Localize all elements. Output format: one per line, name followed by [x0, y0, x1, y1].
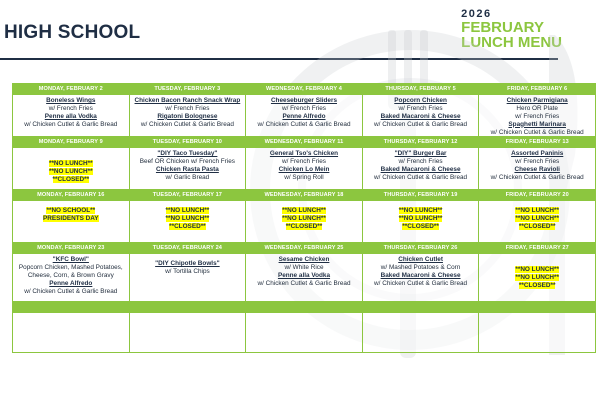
menu-items	[13, 148, 129, 189]
menu-title-line1: FEBRUARY	[461, 19, 544, 36]
closure-notice: **NO LUNCH**	[165, 207, 210, 214]
side-description: w/ Spring Roll	[284, 173, 324, 181]
day-header: TUESDAY, FEBRUARY 17	[130, 190, 246, 201]
side-description: Popcorn Chicken, Mashed Potatoes, Cheese, Corn, & Brown Gravy	[18, 263, 123, 279]
entree-name: Chicken Cutlet	[398, 256, 443, 263]
day-cell	[246, 190, 363, 243]
day-cell	[129, 243, 246, 302]
day-header: MONDAY, FEBRUARY 23	[13, 243, 129, 254]
week-row	[13, 302, 596, 353]
menu-items	[130, 148, 246, 189]
closure-notice: **CLOSED**	[52, 175, 90, 183]
school-name: HIGH SCHOOL	[4, 22, 141, 43]
side-description: w/ Mashed Potatoes & Corn	[380, 263, 461, 271]
closure-notice: **NO LUNCH**	[398, 207, 443, 214]
menu-items	[363, 148, 479, 189]
entree-name: Cheese Ravioli	[514, 165, 560, 173]
menu-items	[130, 313, 246, 352]
side-description: w/ White Rice	[284, 263, 324, 271]
menu-items	[479, 201, 595, 242]
day-header-empty	[363, 302, 479, 313]
entree-name: Chicken Bacon Ranch Snack Wrap	[134, 97, 241, 104]
side-description: w/ Chicken Cutlet & Garlic Bread	[374, 173, 468, 181]
day-cell	[129, 137, 246, 190]
side-description: w/ Chicken Cutlet & Garlic Bread	[140, 120, 234, 128]
day-cell	[246, 84, 363, 137]
entree-name: "DIY Chipotle Bowls"	[155, 260, 220, 267]
side-description: w/ French Fries	[165, 104, 210, 112]
entree-name: Popcorn Chicken	[394, 97, 447, 104]
closure-notice: **NO LUNCH**	[515, 214, 560, 222]
day-header: WEDNESDAY, FEBRUARY 4	[246, 84, 362, 95]
day-cell	[362, 302, 479, 353]
entree-name: General Tso's Chicken	[269, 150, 339, 157]
day-cell	[13, 84, 130, 137]
closure-notice: **CLOSED**	[285, 222, 323, 230]
day-header: WEDNESDAY, FEBRUARY 18	[246, 190, 362, 201]
side-description: w/ French Fries	[48, 104, 93, 112]
menu-items	[13, 313, 129, 352]
side-description: Hero OR Plate	[516, 104, 558, 112]
day-header: WEDNESDAY, FEBRUARY 11	[246, 137, 362, 148]
header-divider	[0, 58, 558, 60]
day-header: THURSDAY, FEBRUARY 12	[363, 137, 479, 148]
menu-items	[13, 254, 129, 301]
week-row	[13, 243, 596, 302]
day-cell	[362, 243, 479, 302]
side-description: w/ Chicken Cutlet & Garlic Bread	[374, 279, 468, 287]
day-header: WEDNESDAY, FEBRUARY 25	[246, 243, 362, 254]
day-cell	[362, 190, 479, 243]
side-description: w/ Chicken Cutlet & Garlic Bread	[490, 128, 584, 136]
closure-notice: **NO LUNCH**	[48, 167, 93, 175]
week-row	[13, 190, 596, 243]
closure-notice: **NO SCHOOL**	[46, 207, 96, 214]
day-cell	[13, 302, 130, 353]
day-cell	[13, 190, 130, 243]
day-cell	[362, 137, 479, 190]
side-description: w/ Chicken Cutlet & Garlic Bread	[24, 287, 118, 295]
menu-items	[363, 313, 479, 352]
day-cell	[479, 302, 596, 353]
day-header: FRIDAY, FEBRUARY 13	[479, 137, 595, 148]
day-header: MONDAY, FEBRUARY 2	[13, 84, 129, 95]
week-row	[13, 84, 596, 137]
side-description: w/ French Fries	[281, 104, 326, 112]
entree-name: Penne Alfredo	[49, 279, 93, 287]
side-description: w/ Chicken Cutlet & Garlic Bread	[490, 173, 584, 181]
entree-name: Chicken Rasta Pasta	[155, 165, 219, 173]
entree-name: Boneless Wings	[46, 97, 96, 104]
entree-name: Chicken Lo Mein	[278, 165, 330, 173]
day-header-empty	[479, 302, 595, 313]
side-description: w/ Garlic Bread	[165, 173, 210, 181]
entree-name: Spaghetti Marinara	[508, 120, 566, 128]
day-cell	[129, 190, 246, 243]
closure-notice: **NO LUNCH**	[48, 160, 93, 167]
day-header: FRIDAY, FEBRUARY 20	[479, 190, 595, 201]
entree-name: Cheeseburger Sliders	[270, 97, 338, 104]
day-cell	[129, 84, 246, 137]
entree-name: Sesame Chicken	[278, 256, 330, 263]
side-description: w/ Chicken Cutlet & Garlic Bread	[24, 120, 118, 128]
menu-heading	[461, 8, 562, 50]
menu-items	[479, 95, 595, 136]
closure-notice: **CLOSED**	[518, 281, 556, 289]
day-header: MONDAY, FEBRUARY 16	[13, 190, 129, 201]
side-description: w/ French Fries	[398, 104, 443, 112]
side-description: w/ French Fries	[281, 157, 326, 165]
day-header: THURSDAY, FEBRUARY 19	[363, 190, 479, 201]
day-header-empty	[130, 302, 246, 313]
day-header-empty	[13, 302, 129, 313]
lunch-calendar	[12, 83, 596, 353]
menu-items	[363, 95, 479, 136]
entree-name: Penne alla Vodka	[277, 271, 331, 279]
side-description: w/ French Fries	[398, 157, 443, 165]
closure-notice: **NO LUNCH**	[398, 214, 443, 222]
day-cell	[246, 137, 363, 190]
menu-items	[246, 254, 362, 301]
entree-name: Assorted Paninis	[511, 150, 564, 157]
menu-items	[246, 148, 362, 189]
menu-items	[13, 201, 129, 242]
closure-notice: **NO LUNCH**	[515, 273, 560, 281]
entree-name: "DIY Taco Tuesday"	[157, 150, 218, 157]
closure-notice: **NO LUNCH**	[282, 207, 326, 214]
day-cell	[13, 137, 130, 190]
closure-notice: **CLOSED**	[518, 222, 556, 230]
entree-name: Rigatoni Bolognese	[157, 112, 218, 120]
menu-items	[363, 254, 479, 301]
closure-notice: **NO LUNCH**	[165, 214, 210, 222]
day-cell	[479, 137, 596, 190]
menu-items	[479, 313, 595, 352]
side-description: w/ French Fries	[515, 112, 560, 120]
menu-items	[479, 148, 595, 189]
side-description: w/ Chicken Cutlet & Garlic Bread	[374, 120, 468, 128]
day-header: THURSDAY, FEBRUARY 5	[363, 84, 479, 95]
menu-items	[246, 201, 362, 242]
menu-title-line2: LUNCH MENU	[461, 34, 562, 51]
day-header: TUESDAY, FEBRUARY 24	[130, 243, 246, 254]
menu-items	[479, 254, 595, 301]
entree-name: Baked Macaroni & Cheese	[380, 271, 461, 279]
day-cell	[479, 243, 596, 302]
week-row	[13, 137, 596, 190]
side-description: w/ French Fries	[515, 157, 560, 165]
closure-notice: **NO LUNCH**	[515, 207, 560, 214]
entree-name: Baked Macaroni & Cheese	[380, 165, 461, 173]
menu-items	[246, 313, 362, 352]
entree-name: "KFC Bowl"	[52, 256, 89, 263]
day-header: FRIDAY, FEBRUARY 27	[479, 243, 595, 254]
menu-year: 2026	[461, 8, 492, 20]
closure-notice: **NO LUNCH**	[515, 266, 560, 273]
menu-items	[13, 95, 129, 136]
side-description: w/ Chicken Cutlet & Garlic Bread	[257, 279, 351, 287]
day-header: THURSDAY, FEBRUARY 26	[363, 243, 479, 254]
day-cell	[479, 84, 596, 137]
day-header-empty	[246, 302, 362, 313]
day-cell	[129, 302, 246, 353]
closure-notice: **CLOSED**	[169, 222, 206, 230]
day-cell	[362, 84, 479, 137]
side-description: w/ Chicken Cutlet & Garlic Bread	[257, 120, 351, 128]
day-cell	[246, 302, 363, 353]
entree-name: Penne Alfredo	[282, 112, 326, 120]
closure-notice: PRESIDENTS DAY	[43, 214, 99, 222]
day-header: MONDAY, FEBRUARY 9	[13, 137, 129, 148]
day-header: TUESDAY, FEBRUARY 3	[130, 84, 246, 95]
side-description: Beef OR Chicken w/ French Fries	[139, 157, 235, 165]
entree-name: Chicken Parmigiana	[506, 97, 568, 104]
day-cell	[246, 243, 363, 302]
closure-notice: **CLOSED**	[402, 222, 439, 230]
menu-items	[130, 201, 246, 242]
menu-items	[130, 254, 246, 301]
day-header: TUESDAY, FEBRUARY 10	[130, 137, 246, 148]
closure-notice: **NO LUNCH**	[282, 214, 326, 222]
entree-name: Penne alla Vodka	[44, 112, 97, 120]
menu-items	[130, 95, 246, 136]
menu-items	[363, 201, 479, 242]
day-cell	[479, 190, 596, 243]
entree-name: "DIY" Burger Bar	[394, 150, 447, 157]
entree-name: Baked Macaroni & Cheese	[380, 112, 461, 120]
day-header: FRIDAY, FEBRUARY 6	[479, 84, 595, 95]
side-description: w/ Tortilla Chips	[165, 267, 210, 275]
menu-items	[246, 95, 362, 136]
day-cell	[13, 243, 130, 302]
